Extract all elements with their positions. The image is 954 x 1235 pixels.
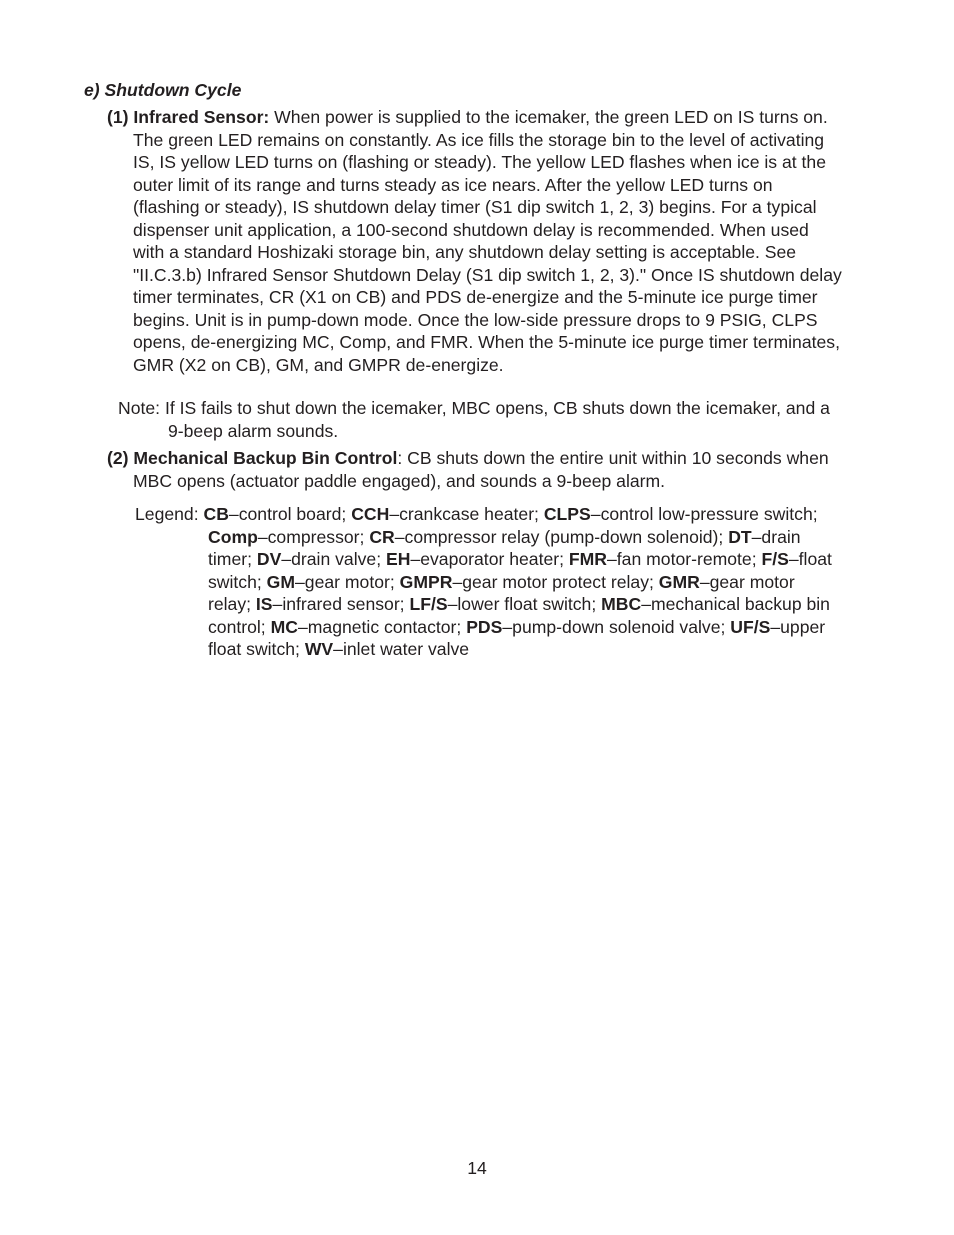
page-number: 14: [467, 1158, 487, 1178]
legend-abbreviation: CCH: [351, 504, 390, 524]
legend-abbreviation: EH: [385, 549, 411, 569]
legend-abbreviation: MC: [270, 616, 298, 637]
note-paragraph: Note: If IS fails to shut down the icemaker, MBC opens, CB shuts down the icemaker, and a 9-beep alarm sounds.: [118, 398, 830, 441]
item-label: (2) Mechanical Backup Bin Control: [107, 448, 398, 468]
section-heading: e) Shutdown Cycle: [84, 80, 242, 100]
legend-definition: –mechanical backup bin control;: [208, 594, 830, 637]
legend-definition: –control board;: [228, 504, 352, 524]
legend-abbreviation: IS: [255, 594, 273, 614]
legend-abbreviation: GMR: [658, 571, 700, 592]
legend-entries: [204, 504, 832, 659]
item-text: : CB shuts down the entire unit within 10 seconds when MBC opens (actuator paddle engaged), and sounds a 9-beep alarm.: [133, 448, 829, 491]
legend-definition: –float switch;: [208, 549, 832, 592]
legend-definition: –inlet water valve: [333, 639, 470, 659]
item-label: (1) Infrared Sensor:: [107, 107, 270, 127]
legend-definition: –lower float switch;: [447, 594, 602, 614]
legend-abbreviation: GM: [266, 571, 296, 592]
legend-abbreviation: F/S: [761, 549, 789, 569]
legend-definition: –gear motor relay;: [208, 571, 795, 614]
legend-abbreviation: FMR: [568, 549, 607, 569]
legend-label: Legend:: [135, 504, 204, 524]
legend-abbreviation: PDS: [466, 616, 503, 637]
legend-definition: –infrared sensor;: [272, 594, 410, 614]
legend-definition: –upper float switch;: [208, 616, 826, 659]
legend-abbreviation: MBC: [601, 594, 642, 614]
legend: [135, 503, 838, 661]
legend-abbreviation: DV: [256, 549, 282, 569]
legend-definition: –drain valve;: [281, 549, 386, 569]
legend-definition: –magnetic contactor;: [297, 616, 467, 637]
legend-definition: –evaporator heater;: [410, 549, 569, 569]
legend-abbreviation: Comp: [208, 526, 258, 547]
legend-definition: –fan motor-remote;: [607, 549, 762, 569]
legend-abbreviation: LF/S: [409, 594, 448, 614]
infrared-sensor-paragraph: [107, 106, 843, 376]
legend-abbreviation: CB: [203, 504, 229, 524]
legend-abbreviation: WV: [304, 639, 334, 659]
legend-abbreviation: GMPR: [399, 571, 453, 592]
legend-definition: –drain timer;: [208, 526, 801, 569]
legend-definition: –pump-down solenoid valve;: [502, 616, 731, 637]
legend-definition: –crankcase heater;: [389, 504, 544, 524]
legend-abbreviation: UF/S: [730, 616, 771, 637]
legend-definition: –gear motor protect relay;: [452, 571, 659, 592]
item-text: When power is supplied to the icemaker, the green LED on IS turns on. The green LED remains on constantly. As ice fills the storage bin to the level of activating IS, IS yellow LED turns on (flashing or steady). The yellow LED flashes when ice is at the outer limit of its range and turns steady as ice nears. After the yellow LED turns on (flashing or steady), IS shutdown delay timer (S1 dip switch 1, 2, 3) begins. For a typical dispenser unit application, a 100-second shutdown delay is recommended. When used with a standard Hoshizaki storage bin, any shutdown delay setting is acceptable. See "II.C.3.b) Infrared Sensor Shutdown Delay (S1 dip switch 1, 2, 3)." Once IS shutdown delay timer terminates, CR (X1 on CB) and PDS de-energize and the 5-minute ice purge timer begins. Unit is in pump-down mode. Once the low-side pressure drops to 9 PSIG, CLPS opens, de-energizing MC, Comp, and FMR. When the 5-minute ice purge timer terminates, GMR (X2 on CB), GM, and GMPR de-energize.: [133, 107, 842, 375]
legend-abbreviation: CR: [369, 526, 395, 547]
mechanical-backup-paragraph: [107, 447, 843, 492]
legend-definition: –compressor relay (pump-down solenoid);: [394, 526, 729, 547]
legend-abbreviation: CLPS: [543, 504, 591, 524]
legend-definition: –gear motor;: [295, 571, 400, 592]
legend-abbreviation: DT: [728, 526, 752, 547]
legend-definition: –compressor;: [257, 526, 370, 547]
legend-definition: –control low-pressure switch;: [590, 504, 818, 524]
